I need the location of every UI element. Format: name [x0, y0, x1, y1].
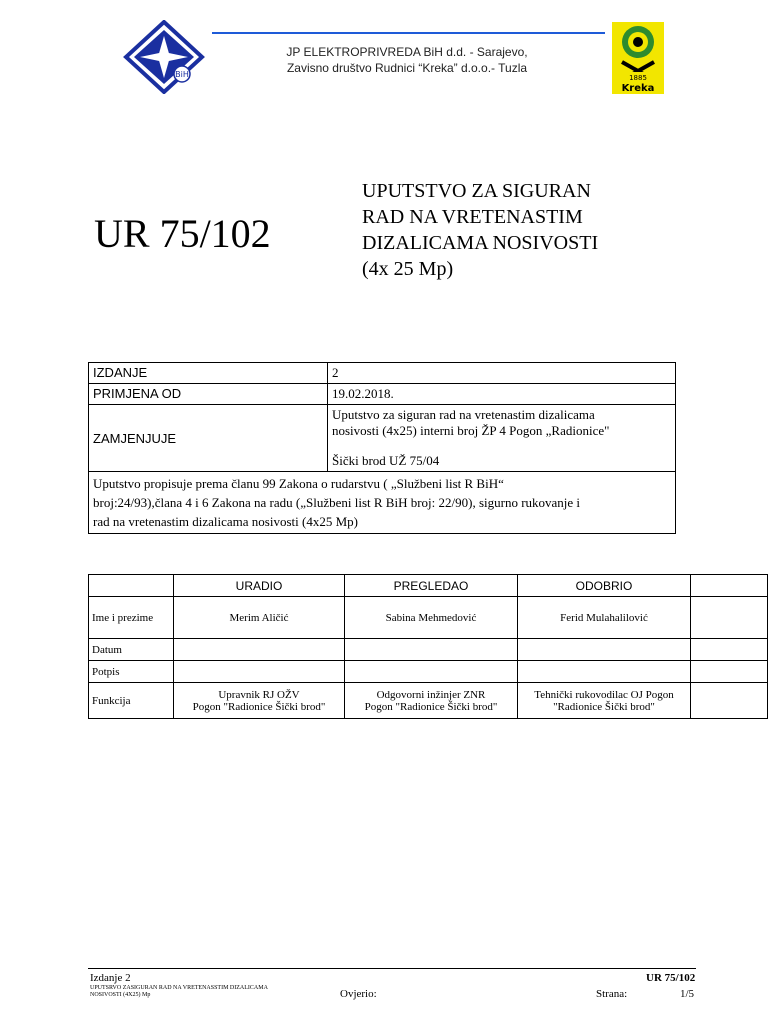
funkcija-uradio-line-1: Upravnik RJ OŽV: [218, 688, 300, 701]
company-name: [232, 44, 582, 76]
footer-page-number: 1/5: [680, 988, 695, 1000]
footer-code: UR 75/102: [646, 972, 696, 984]
row-label-potpis: Potpis: [89, 661, 174, 683]
zamjenjuje-line-3: Šički brod UŽ 75/04: [332, 453, 440, 468]
zamjenjuje-line-2: nosivosti (4x25) interni broj ŽP 4 Pogon „Radionice": [332, 423, 610, 438]
row-zamjenjuje: [89, 405, 676, 472]
note-line-3: rad na vretenastim dizalicama nosivosti (4x25 Mp): [93, 514, 358, 529]
sign-row-potpis: [89, 661, 768, 683]
footer-subtitle: [90, 985, 300, 999]
row-izdanje: [89, 363, 676, 384]
document-code: UR 75/102: [94, 211, 271, 256]
izdanje-value: 2: [328, 363, 676, 384]
title-line-2: RAD NA VRETENASTIM: [362, 206, 583, 228]
footer-ovjerio: Ovjerio:: [340, 988, 377, 1000]
row-note: [89, 472, 676, 534]
footer-strana-label: Strana:: [596, 988, 628, 1000]
company-line-2: Zavisno društvo Rudnici “Kreka” d.o.o.- Tuzla: [286, 61, 528, 75]
sign-header-row: [89, 575, 768, 597]
company-line-1: JP ELEKTROPRIVREDA BiH d.d. - Sarajevo,: [286, 45, 528, 59]
funkcija-odobrio: [518, 683, 691, 719]
row-label-datum: Datum: [89, 639, 174, 661]
note-line-1: Uputstvo propisuje prema članu 99 Zakona o rudarstvu ( „Službeni list R BiH“: [93, 476, 504, 491]
col-pregledao: PREGLEDAO: [345, 575, 518, 597]
footer-rule: [88, 968, 696, 969]
info-table: [88, 362, 676, 534]
legal-note: [89, 472, 676, 534]
sign-row-ime: [89, 597, 768, 639]
signature-table: [88, 574, 768, 719]
funkcija-pregledao: [345, 683, 518, 719]
zamjenjuje-value: [328, 405, 676, 472]
footer-subtitle-line-1: UPUTSRVO ZASIGURAN RAD NA VRETENASSTIM DIZALICAMA: [90, 985, 268, 991]
kreka-logo-year: 1885: [629, 74, 647, 82]
funkcija-odobrio-line-2: "Radionice Šički brod": [553, 700, 655, 713]
funkcija-uradio-line-2: Pogon "Radionice Šički brod": [192, 700, 326, 713]
funkcija-uradio: [174, 683, 345, 719]
kreka-logo-name: Kreka: [621, 83, 655, 94]
funkcija-pregledao-line-1: Odgovorni inžinjer ZNR: [376, 688, 486, 701]
ime-pregledao: Sabina Mehmedović: [345, 597, 518, 639]
ime-odobrio: Ferid Mulahalilović: [518, 597, 691, 639]
primjena-value: 19.02.2018.: [328, 384, 676, 405]
title-line-4: (4x 25 Mp): [362, 258, 454, 280]
footer-subtitle-line-2: NOSIVOSTI (4X25) Mp: [90, 992, 151, 998]
funkcija-odobrio-line-1: Tehnički rukovodilac OJ Pogon: [534, 688, 674, 701]
kreka-logo: [612, 22, 664, 94]
row-label-ime: Ime i prezime: [89, 597, 174, 639]
funkcija-pregledao-line-2: Pogon "Radionice Šički brod": [364, 700, 498, 713]
header-rule: [212, 32, 605, 34]
title-line-1: UPUTSTVO ZA SIGURAN: [362, 180, 591, 202]
row-primjena: [89, 384, 676, 405]
sign-row-datum: [89, 639, 768, 661]
izdanje-label: IZDANJE: [89, 363, 328, 384]
row-label-funkcija: Funkcija: [89, 683, 174, 719]
bih-logo-text: BiH: [175, 70, 189, 79]
note-line-2: broj:24/93),člana 4 i 6 Zakona na radu („Službeni list R BiH broj: 22/90), sigurno rukovanje i: [93, 495, 581, 510]
sign-row-funkcija: [89, 683, 768, 719]
footer-izdanje: Izdanje 2: [90, 972, 131, 984]
primjena-label: PRIMJENA OD: [89, 384, 328, 405]
zamjenjuje-label: ZAMJENJUJE: [89, 405, 328, 472]
bih-logo: [118, 20, 210, 94]
zamjenjuje-line-1: Uputstvo za siguran rad na vretenastim dizalicama: [332, 407, 595, 422]
ime-uradio: Merim Aličić: [174, 597, 345, 639]
col-uradio: URADIO: [174, 575, 345, 597]
col-odobrio: ODOBRIO: [518, 575, 691, 597]
title-line-3: DIZALICAMA NOSIVOSTI: [362, 232, 599, 254]
document-title: [362, 178, 682, 282]
